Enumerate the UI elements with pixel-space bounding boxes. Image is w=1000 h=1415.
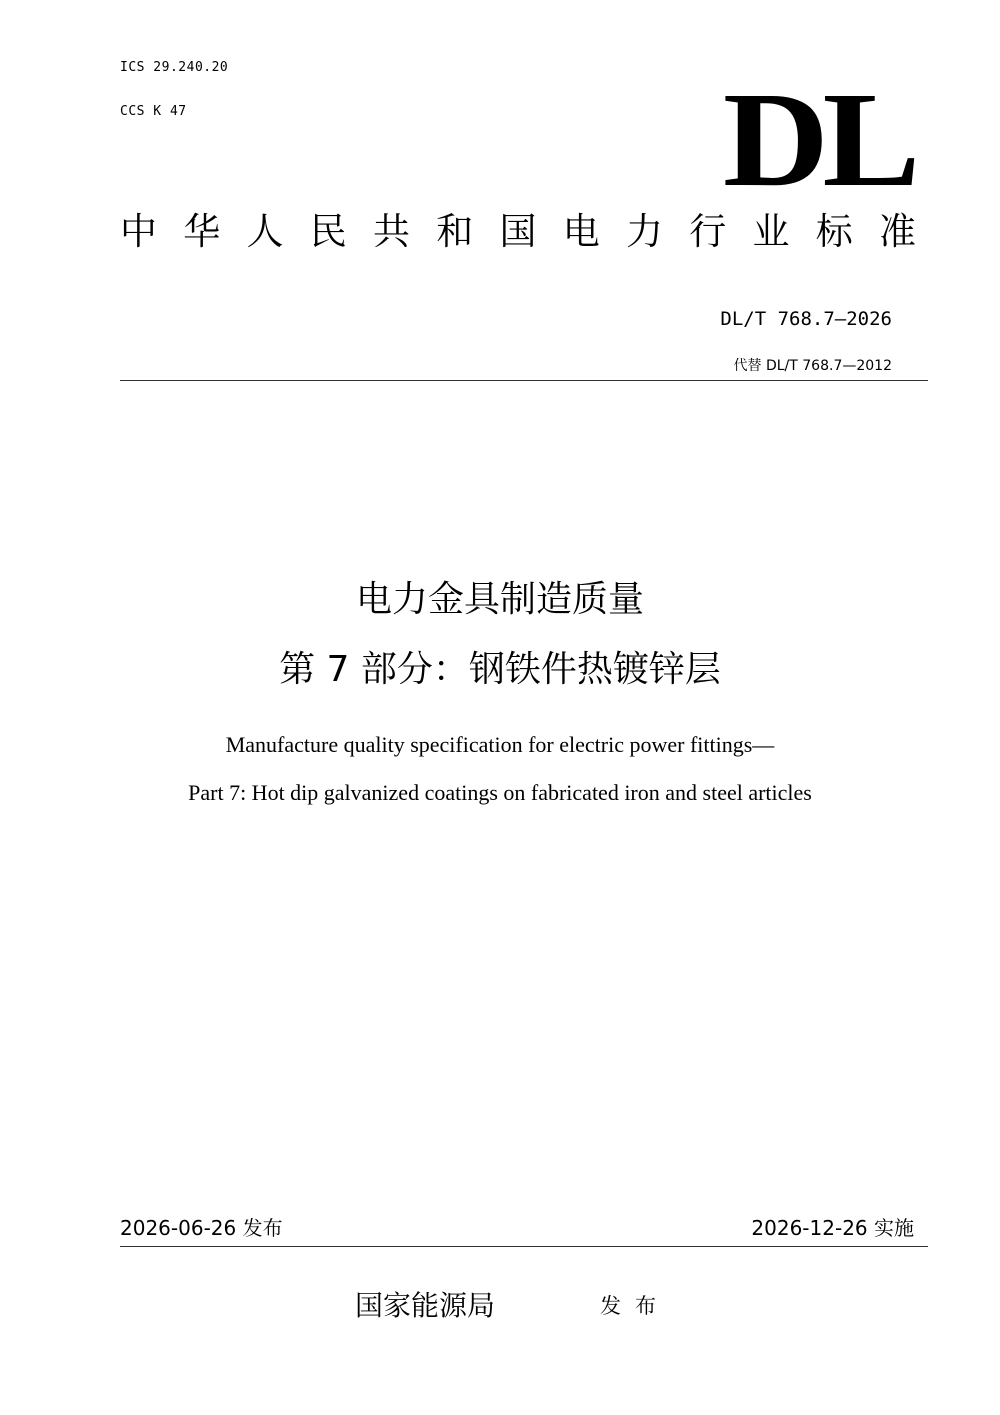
title-char: 电 <box>562 210 600 253</box>
implementation-date: 2026-12-26 实施 <box>751 1216 914 1240</box>
title-char: 华 <box>183 210 221 253</box>
title-cn-part: 第 7 部分：钢铁件热镀锌层 <box>279 649 721 690</box>
title-char: 和 <box>436 210 474 253</box>
standard-category-title <box>120 208 916 256</box>
ccs-code: CCS K 47 <box>120 104 187 119</box>
title-char: 准 <box>879 210 916 253</box>
title-char: 人 <box>246 210 284 253</box>
title-en-part: Part 7: Hot dip galvanized coatings on fabricated iron and steel articles <box>188 780 812 805</box>
issue-label: 发布 <box>600 1294 670 1318</box>
dl-logo-mark: DL <box>722 65 914 215</box>
replaces-standard: 代替 DL/T 768.7—2012 <box>733 358 892 374</box>
title-char: 行 <box>689 210 727 253</box>
title-char: 标 <box>815 210 853 253</box>
bottom-divider <box>120 1246 928 1247</box>
issuing-authority: 国家能源局 <box>355 1289 496 1322</box>
title-char: 民 <box>309 210 347 253</box>
title-char: 业 <box>752 210 790 253</box>
issue-date: 2026-06-26 发布 <box>120 1216 283 1240</box>
top-divider <box>120 380 928 381</box>
title-char: 共 <box>373 210 410 253</box>
standard-number: DL/T 768.7—2026 <box>720 308 892 330</box>
title-cn-main: 电力金具制造质量 <box>355 579 644 620</box>
title-char: 国 <box>499 210 537 253</box>
title-char: 中 <box>120 210 157 253</box>
title-char: 力 <box>626 210 663 253</box>
title-en-main: Manufacture quality specification for electric power fittings— <box>225 732 775 757</box>
ics-code: ICS 29.240.20 <box>120 60 229 75</box>
